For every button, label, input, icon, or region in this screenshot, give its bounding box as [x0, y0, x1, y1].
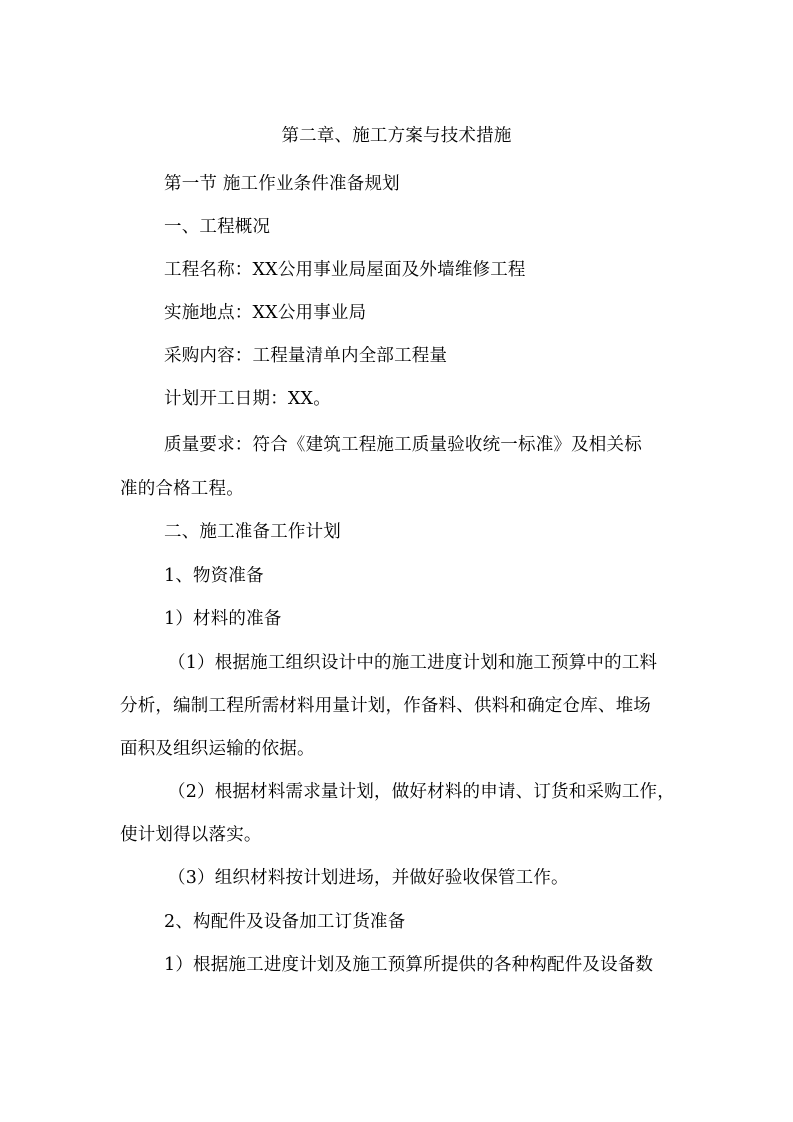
procurement-content: 采购内容：工程量清单内全部工程量	[164, 346, 448, 366]
paragraph-line: 1）根据施工进度计划及施工预算所提供的各种构配件及设备数	[164, 955, 654, 975]
section-heading: 第一节 施工作业条件准备规划	[164, 174, 400, 194]
paragraph-line: 面积及组织运输的依据。	[120, 739, 315, 759]
paragraph-line: 分析，编制工程所需材料用量计划，作备料、供料和确定仓库、堆场	[120, 696, 651, 716]
item-heading: 2、构配件及设备加工订货准备	[164, 912, 406, 932]
quality-requirement: 质量要求：符合《建筑工程施工质量验收统一标准》及相关标	[164, 435, 642, 455]
chapter-title: 第二章、施工方案与技术措施	[281, 126, 512, 146]
project-name: 工程名称：XX公用事业局屋面及外墙维修工程	[164, 260, 526, 280]
project-location: 实施地点：XX公用事业局	[164, 303, 367, 323]
item-subheading: 1）材料的准备	[164, 609, 282, 629]
item-heading: 1、物资准备	[164, 566, 264, 586]
paragraph-line: 使计划得以落实。	[120, 825, 262, 845]
paragraph-line: （2）根据材料需求量计划，做好材料的申请、订货和采购工作，	[168, 782, 675, 802]
subsection-heading: 二、施工准备工作计划	[164, 522, 341, 542]
quality-requirement-cont: 准的合格工程。	[120, 479, 244, 499]
planned-start-date: 计划开工日期：XX。	[164, 389, 331, 409]
paragraph-line: （1）根据施工组织设计中的施工进度计划和施工预算中的工料	[168, 653, 658, 673]
paragraph-line: （3）组织材料按计划进场，并做好验收保管工作。	[168, 868, 569, 888]
subsection-heading: 一、工程概况	[164, 217, 271, 237]
